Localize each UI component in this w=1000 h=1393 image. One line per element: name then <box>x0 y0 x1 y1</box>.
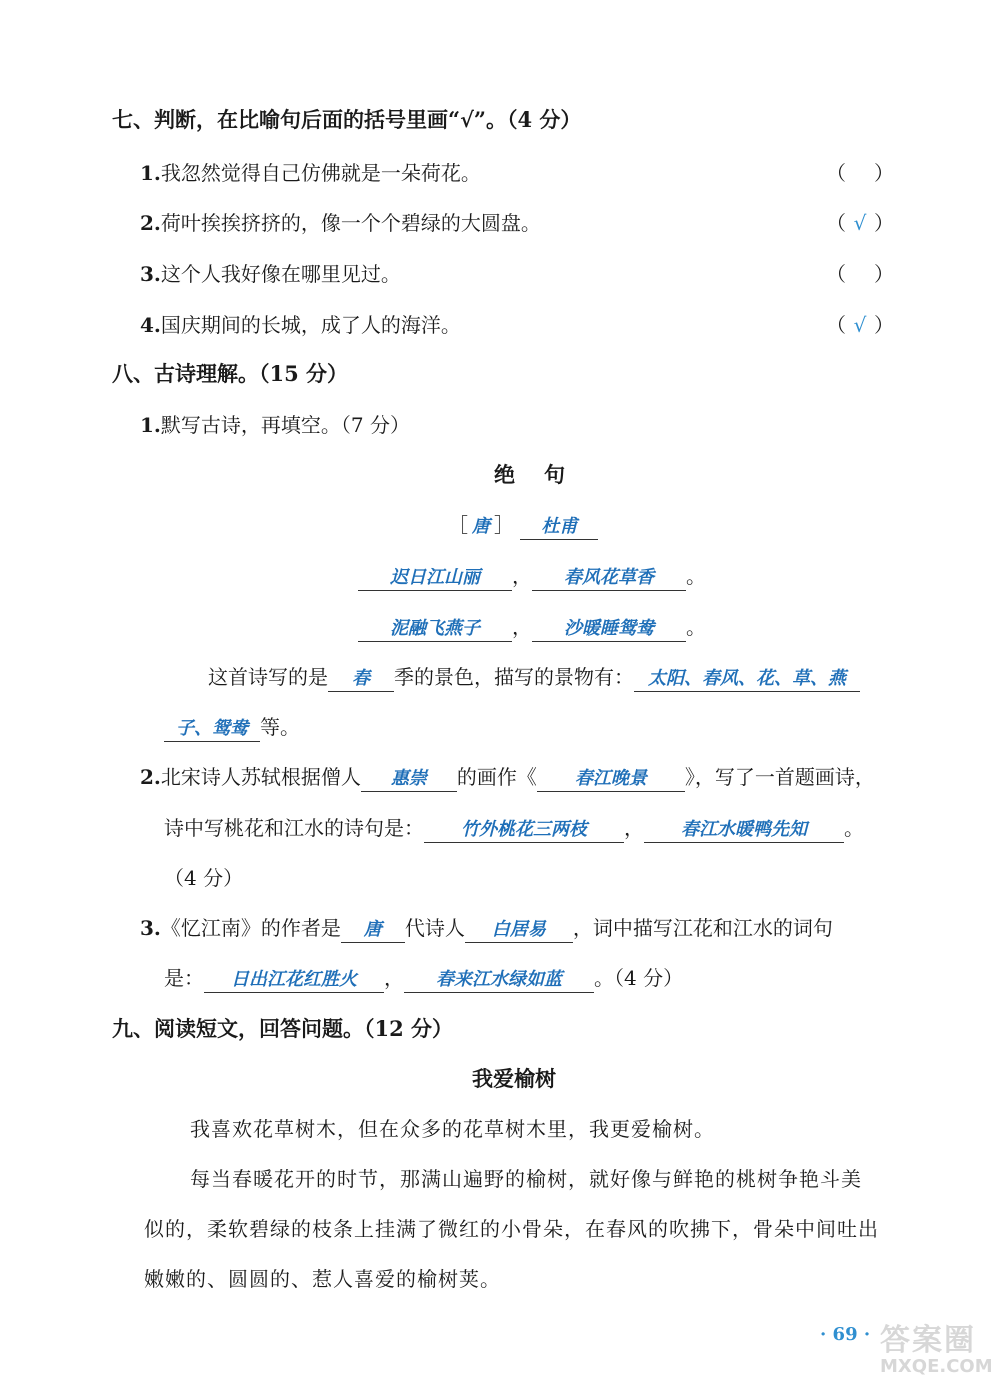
score-text: 。（4 分） <box>594 966 684 990</box>
watermark-logo: 答案圈 <box>880 1323 976 1358</box>
verse-answer: 迟日江山丽 <box>358 563 512 591</box>
paren-close: ） <box>874 211 894 235</box>
fill-text: 这首诗写的是 <box>208 665 328 689</box>
comma: ， <box>512 564 532 588</box>
section-9-title: 九、阅读短文，回答问题。（12 分） <box>112 1016 454 1041</box>
s8-q3-line-2 <box>164 962 683 993</box>
article-title: 我爱榆树 <box>472 1066 556 1091</box>
poem-byline <box>448 509 598 540</box>
item-number: 4. <box>140 313 161 337</box>
monk-answer: 惠崇 <box>361 764 457 792</box>
verse-answer: 竹外桃花三两枝 <box>424 815 624 843</box>
page-number: · 69 · <box>820 1324 871 1345</box>
comma: ， <box>624 816 644 840</box>
s7-item-4 <box>140 309 461 338</box>
paren-open: （ <box>826 161 846 185</box>
article-paragraph-2-line-2: 似的，柔软碧绿的枝条上挂满了微红的小骨朵，在春风的吹拂下，骨朵中间吐出 <box>144 1217 879 1241</box>
question-text: 代诗人 <box>404 916 465 940</box>
check-mark: √ <box>853 313 867 337</box>
question-text: 《忆江南》的作者是 <box>160 916 341 940</box>
s8-q2-line-2 <box>164 812 864 843</box>
question-text: 的画作《 <box>456 765 537 789</box>
item-text: 我忽然觉得自己仿佛就是一朵荷花。 <box>160 161 481 185</box>
question-number: 1. <box>140 413 161 437</box>
item-text: 这个人我好像在哪里见过。 <box>160 262 401 286</box>
fill-text: 季的景色，描写的景物有： <box>394 665 634 689</box>
poem-title: 绝 句 <box>494 462 569 487</box>
paren-close: ） <box>874 161 894 185</box>
s7-answer-3 <box>826 258 894 287</box>
s8-q1 <box>140 409 410 438</box>
period: 。 <box>686 615 706 639</box>
question-text: 》，写了一首题画诗， <box>684 765 875 789</box>
s8-q2-line-1 <box>140 761 875 792</box>
paren-close: ） <box>874 262 894 286</box>
watermark-url: MXQE.COM <box>880 1356 993 1377</box>
item-text: 国庆期间的长城，成了人的海洋。 <box>160 313 461 337</box>
question-text: 默写古诗，再填空。（7 分） <box>160 413 410 437</box>
article-paragraph-2-line-3: 嫩嫩的、圆圆的、惹人喜爱的榆树荚。 <box>144 1267 501 1291</box>
s8-q2-score: （4 分） <box>164 866 244 890</box>
dynasty-answer: 唐 <box>472 516 490 537</box>
check-mark: √ <box>853 211 867 235</box>
season-answer: 春 <box>328 664 394 692</box>
s7-item-2 <box>140 207 541 236</box>
verse-answer: 日出江花红胜火 <box>204 965 384 993</box>
verse-answer: 春江水暖鸭先知 <box>644 815 844 843</box>
bracket-open: ［ <box>448 513 468 537</box>
poem-line-1 <box>358 560 706 591</box>
section-8-title: 八、古诗理解。（15 分） <box>112 361 349 386</box>
verse-answer: 春来江水绿如蓝 <box>404 965 594 993</box>
poem-fill-line-1 <box>208 661 860 692</box>
item-number: 2. <box>140 211 161 235</box>
item-number: 3. <box>140 262 161 286</box>
author-answer: 杜甫 <box>520 512 598 540</box>
fill-text: 等。 <box>260 715 300 739</box>
poem-fill-line-2 <box>164 711 300 742</box>
bracket-close: ］ <box>494 513 514 537</box>
page-number-value: 69 <box>832 1324 858 1345</box>
s7-answer-1 <box>826 157 894 186</box>
item-number: 1. <box>140 161 161 185</box>
question-text: 诗中写桃花和江水的诗句是： <box>164 816 424 840</box>
paren-open: （ <box>826 262 846 286</box>
verse-answer: 沙暖睡鸳鸯 <box>532 614 686 642</box>
question-text: ，词中描写江花和江水的词句 <box>572 916 833 940</box>
paren-open: （ <box>826 211 846 235</box>
dynasty-answer: 唐 <box>341 915 405 943</box>
verse-answer: 泥融飞燕子 <box>358 614 512 642</box>
poet-answer: 白居易 <box>465 915 573 943</box>
scenery-answer: 子、鸳鸯 <box>164 714 260 742</box>
comma: ， <box>512 615 532 639</box>
article-paragraph-2-line-1: 每当春暖花开的时节，那满山遍野的榆树，就好像与鲜艳的桃树争艳斗美 <box>190 1167 862 1191</box>
paren-open: （ <box>826 313 846 337</box>
comma: ， <box>384 966 404 990</box>
section-7-title: 七、判断，在比喻句后面的括号里画“√”。（4 分） <box>112 107 582 132</box>
question-number: 2. <box>140 765 161 789</box>
s8-q3-line-1 <box>140 912 833 943</box>
paren-close: ） <box>874 313 894 337</box>
s7-answer-4 <box>826 309 894 338</box>
scenery-answer: 太阳、春风、花、草、燕 <box>634 664 860 692</box>
period: 。 <box>844 816 864 840</box>
s7-item-3 <box>140 258 401 287</box>
question-text: 是： <box>164 966 204 990</box>
period: 。 <box>686 564 706 588</box>
painting-answer: 春江晚景 <box>537 764 685 792</box>
poem-line-2 <box>358 611 706 642</box>
article-paragraph-1: 我喜欢花草树木，但在众多的花草树木里，我更爱榆树。 <box>190 1117 715 1141</box>
verse-answer: 春风花草香 <box>532 563 686 591</box>
s7-item-1 <box>140 157 481 186</box>
question-text: 北宋诗人苏轼根据僧人 <box>160 765 361 789</box>
item-text: 荷叶挨挨挤挤的，像一个个碧绿的大圆盘。 <box>160 211 541 235</box>
s7-answer-2 <box>826 207 894 236</box>
question-number: 3. <box>140 916 161 940</box>
